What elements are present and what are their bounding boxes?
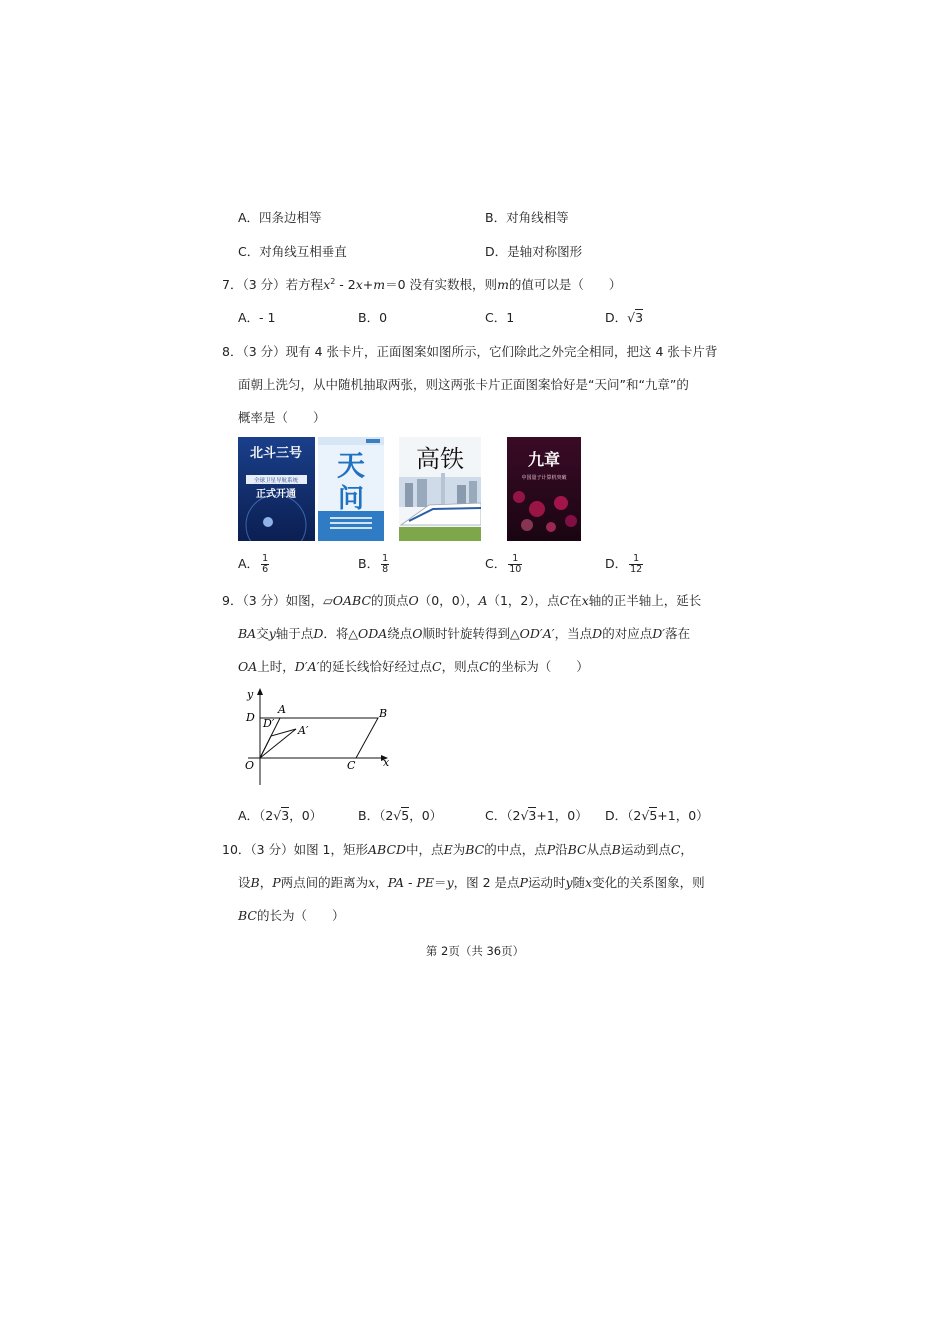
- q7-option-d: D．√3: [605, 310, 644, 325]
- q9-option-a: A．（2√3，0）: [238, 808, 323, 823]
- q8-option-c: C． $\frac{1}{10}$: [485, 553, 522, 575]
- q8-option-b: B． $\frac{1}{8}$: [358, 553, 389, 575]
- q6-option-b: B．对角线相等: [485, 210, 569, 225]
- q6-option-a: A．四条边相等: [238, 210, 322, 225]
- q9-stem-line3: OA上时，D′A′的延长线恰好经过点C，则点C的坐标为（ ）: [238, 659, 589, 674]
- q10-stem-line3: BC的长为（ ）: [238, 908, 345, 923]
- q8-option-d: D． $\frac{1}{12}$: [605, 553, 643, 575]
- q9-option-c: C．（2√3+1，0）: [485, 808, 588, 823]
- card-jiuzhang-title: 九章: [527, 450, 561, 469]
- card-beidou-sub: 全球卫星导航系统: [253, 478, 299, 484]
- card-beidou-image: [238, 437, 315, 541]
- q6-option-c: C．对角线互相垂直: [238, 244, 347, 259]
- card-tianwen-sub: 问: [337, 484, 365, 514]
- card-beidou-main: 正式开通: [256, 489, 296, 500]
- label-O: O: [245, 759, 255, 772]
- q10-stem-line2: 设B，P两点间的距离为x，PA - PE＝y，图 2 是点P运动时y随x变化的关系图象，则: [238, 875, 705, 890]
- card-tianwen-title: 天: [336, 449, 366, 482]
- label-y: y: [247, 688, 254, 701]
- label-Aprime: A′: [298, 724, 309, 737]
- q7-option-c: C．1: [485, 310, 515, 325]
- q6-option-d: D．是轴对称图形: [485, 244, 583, 259]
- card-tianwen-image: [318, 437, 384, 541]
- q8-stem-line1: 8．（3 分）现有 4 张卡片，正面图案如图所示，它们除此之外完全相同，把这 4 张卡片背: [222, 344, 718, 359]
- q7-option-b: B．0: [358, 310, 388, 325]
- q7-stem: 7．（3 分）若方程$x^2 - 2x+m=0$ 没有实数根，则m的值可以是（ ）: [222, 276, 622, 292]
- card-gaotie-image: [399, 437, 481, 541]
- q9-stem-line1: 9．（3 分）如图，▱OABC的顶点O（0，0），A（1，2），点C在x轴的正半轴上，延长: [222, 593, 702, 608]
- q8-stem-line2: 面朝上洗匀，从中随机抽取两张，则这两张卡片正面图案恰好是“天问”和“九章”的: [238, 377, 689, 392]
- page-footer: 第 2页（共 36页）: [425, 944, 525, 958]
- q9-stem-line2: BA交y轴于点D．将△ODA绕点O顺时针旋转得到△OD′A′，当点D的对应点D′落在: [238, 626, 691, 641]
- label-B: B: [379, 707, 388, 720]
- y-axis-arrow: [257, 688, 263, 695]
- card-jiuzhang-sub: 中国量子计算机突破: [521, 475, 567, 481]
- label-C: C: [347, 759, 356, 772]
- q7-option-a: A．- 1: [238, 310, 276, 325]
- q9-option-d: D．（2√5+1，0）: [605, 808, 709, 823]
- parallelogram-oabc: [260, 718, 378, 758]
- card-jiuzhang-image: [507, 437, 581, 541]
- label-Dprime: D′: [263, 717, 275, 730]
- q10-stem-line1: 10．（3 分）如图 1，矩形ABCD中，点E为BC的中点，点P沿BC从点B运动到点C，: [222, 842, 693, 857]
- label-D: D: [246, 711, 255, 724]
- label-x: x: [383, 756, 390, 769]
- q8-stem-line3: 概率是（ ）: [238, 410, 326, 425]
- q8-option-a: A． $\frac{1}{6}$: [238, 553, 269, 575]
- card-gaotie-title: 高铁: [416, 445, 464, 473]
- label-A: A: [278, 703, 286, 716]
- q9-option-b: B．（2√5，0）: [358, 808, 443, 823]
- card-beidou-title: 北斗三号: [249, 446, 303, 461]
- q9-figure: [240, 685, 400, 794]
- triangle-odprime-aprime: [260, 729, 296, 758]
